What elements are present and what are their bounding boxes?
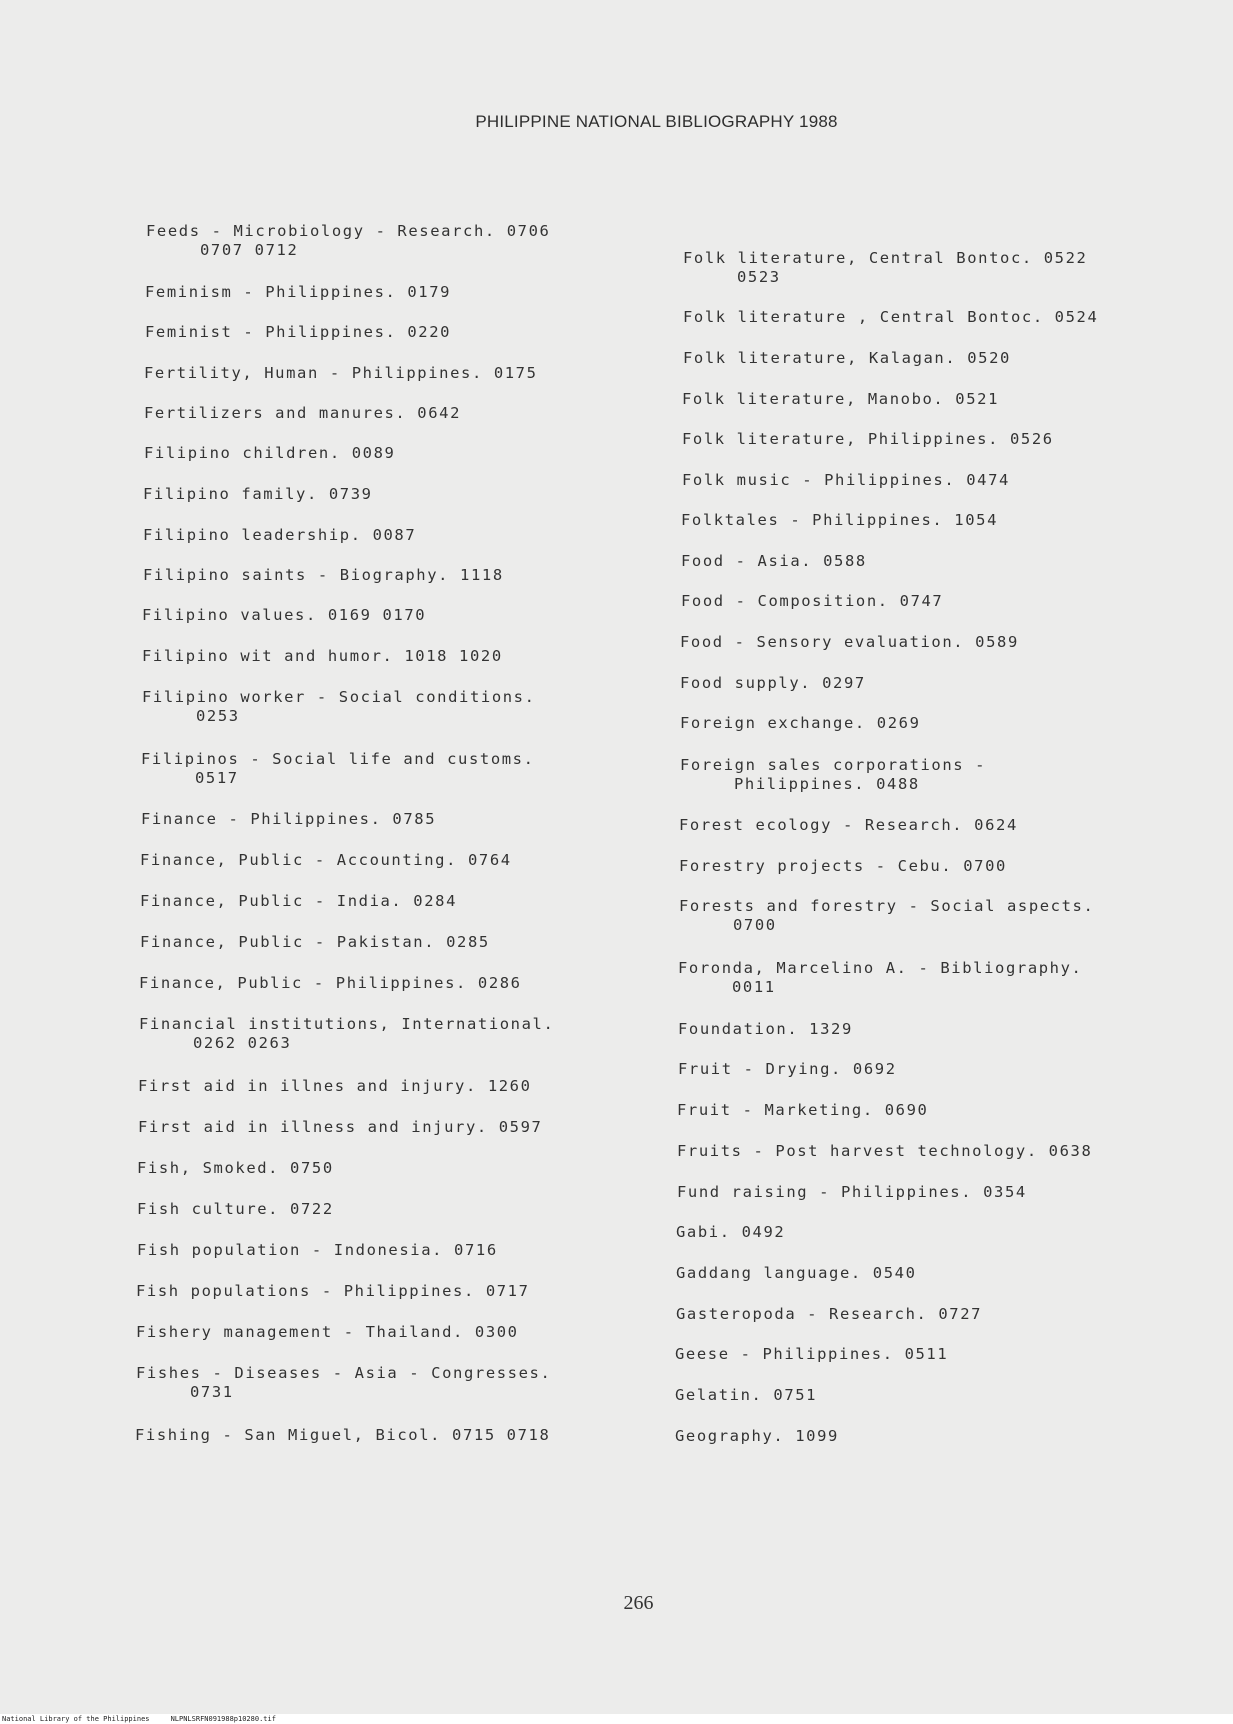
index-entry	[140, 892, 457, 911]
entry-heading: Forests and forestry - Social aspects.	[679, 897, 1095, 915]
entry-heading: Folk literature, Kalagan. 0520	[683, 349, 1011, 367]
entry-continuation: 0517	[195, 769, 239, 787]
index-entry	[683, 349, 1011, 368]
entry-heading: Fishes - Diseases - Asia - Congresses.	[136, 1364, 552, 1382]
entry-heading: Fertility, Human - Philippines. 0175	[144, 364, 538, 382]
entry-heading: Gaddang language. 0540	[676, 1264, 917, 1282]
index-entry	[675, 1427, 839, 1446]
entry-heading: Folk literature, Central Bontoc. 0522	[683, 249, 1088, 267]
index-entry	[142, 606, 426, 625]
entry-continuation: 0731	[190, 1383, 234, 1401]
entry-heading: Geography. 1099	[675, 1427, 839, 1445]
index-entry	[142, 688, 536, 726]
entry-heading: Feeds - Microbiology - Research. 0706	[146, 222, 551, 240]
index-entry	[138, 1118, 542, 1137]
index-entry	[138, 1077, 532, 1096]
scan-footer: National Library of the Philippines NLPNLSRFN091988p10280.tif	[0, 1714, 1233, 1724]
entry-heading: Folktales - Philippines. 1054	[681, 511, 999, 529]
index-entry	[680, 633, 1019, 652]
index-entry	[142, 647, 503, 666]
index-entry	[139, 1015, 554, 1053]
index-entry	[136, 1282, 530, 1301]
index-entry	[683, 249, 1087, 287]
entry-heading: Gasteropoda - Research. 0727	[676, 1305, 983, 1323]
entry-heading: Food supply. 0297	[680, 674, 866, 692]
entry-continuation: 0011	[732, 978, 776, 996]
index-entry	[679, 857, 1007, 876]
index-entry	[675, 1345, 948, 1364]
index-entry	[680, 756, 986, 794]
entry-heading: Finance, Public - India. 0284	[140, 892, 458, 910]
entry-continuation: 0707 0712	[200, 241, 299, 259]
index-entry	[141, 810, 436, 829]
entry-heading: Filipino worker - Social conditions.	[142, 688, 536, 706]
index-entry	[682, 390, 999, 409]
entry-heading: Finance, Public - Pakistan. 0285	[140, 933, 490, 951]
index-entry	[139, 974, 522, 993]
entry-continuation: 0523	[737, 268, 781, 286]
page-number: 266	[623, 1592, 654, 1614]
entry-heading: Foundation. 1329	[678, 1020, 853, 1038]
entry-heading: Filipino wit and humor. 1018 1020	[142, 647, 503, 665]
index-entry	[146, 222, 550, 260]
index-entry	[681, 511, 998, 530]
entry-continuation: 0253	[196, 707, 240, 725]
entry-heading: Filipino children. 0089	[144, 444, 396, 462]
entry-heading: Fruit - Marketing. 0690	[677, 1101, 929, 1119]
index-entry	[145, 283, 451, 302]
index-entry	[678, 959, 1082, 997]
index-entry	[678, 1020, 853, 1039]
index-entry	[676, 1223, 785, 1242]
entry-heading: Filipino leadership. 0087	[143, 526, 417, 544]
entry-heading: Feminist - Philippines. 0220	[145, 323, 452, 341]
index-entry	[143, 485, 373, 504]
entry-heading: Folk literature, Manobo. 0521	[682, 390, 1000, 408]
entry-heading: Fruit - Drying. 0692	[678, 1060, 897, 1078]
entry-heading: Food - Asia. 0588	[681, 552, 867, 570]
entry-heading: Foronda, Marcelino A. - Bibliography.	[678, 959, 1083, 977]
index-entry	[136, 1323, 519, 1342]
entry-heading: Folk literature, Philippines. 0526	[682, 430, 1054, 448]
entry-heading: Fertilizers and manures. 0642	[144, 404, 462, 422]
entry-heading: Fund raising - Philippines. 0354	[677, 1183, 1027, 1201]
entry-heading: First aid in illnes and injury. 1260	[138, 1077, 532, 1095]
index-entry	[681, 552, 867, 571]
index-entry	[677, 1142, 1092, 1161]
entry-heading: Fish culture. 0722	[137, 1200, 334, 1218]
index-entry	[144, 404, 461, 423]
entry-continuation: 0700	[733, 916, 777, 934]
index-entry	[143, 526, 416, 545]
entry-heading: Fishing - San Miguel, Bicol. 0715 0718	[135, 1426, 551, 1444]
index-entry	[680, 714, 921, 733]
index-entry	[679, 816, 1018, 835]
index-entry	[683, 308, 1098, 327]
index-entry	[677, 1101, 928, 1120]
index-entry	[137, 1159, 334, 1178]
entry-heading: Foreign sales corporations -	[680, 756, 987, 774]
index-entry	[141, 750, 535, 788]
index-entry	[140, 933, 490, 952]
entry-continuation: 0262 0263	[193, 1034, 292, 1052]
index-entry	[678, 1060, 897, 1079]
entry-heading: Fishery management - Thailand. 0300	[136, 1323, 519, 1341]
index-entry	[677, 1183, 1027, 1202]
entry-heading: Food - Sensory evaluation. 0589	[680, 633, 1019, 651]
index-entry	[145, 323, 451, 342]
index-entry	[136, 1364, 551, 1402]
entry-heading: Gelatin. 0751	[675, 1386, 818, 1404]
index-entry	[682, 430, 1054, 449]
entry-heading: Forest ecology - Research. 0624	[679, 816, 1018, 834]
index-entry	[144, 364, 538, 383]
entry-heading: Fish populations - Philippines. 0717	[136, 1282, 530, 1300]
entry-heading: Geese - Philippines. 0511	[675, 1345, 949, 1363]
entry-heading: Folk music - Philippines. 0474	[682, 471, 1010, 489]
index-entry	[676, 1264, 917, 1283]
entry-heading: Forestry projects - Cebu. 0700	[679, 857, 1007, 875]
entry-heading: Food - Composition. 0747	[681, 592, 944, 610]
entry-heading: Filipino values. 0169 0170	[142, 606, 427, 624]
entry-heading: Folk literature , Central Bontoc. 0524	[683, 308, 1099, 326]
entry-heading: Finance, Public - Philippines. 0286	[139, 974, 522, 992]
entry-heading: Foreign exchange. 0269	[680, 714, 921, 732]
index-entry	[144, 444, 395, 463]
entry-heading: First aid in illness and injury. 0597	[138, 1118, 543, 1136]
entry-heading: Filipino family. 0739	[143, 485, 373, 503]
entry-heading: Gabi. 0492	[676, 1223, 786, 1241]
index-entry	[143, 566, 504, 585]
index-entry	[135, 1426, 550, 1445]
index-entry	[682, 471, 1010, 490]
index-entry	[679, 897, 1094, 935]
index-entry	[675, 1386, 817, 1405]
index-entry	[680, 674, 866, 693]
entry-heading: Feminism - Philippines. 0179	[145, 283, 452, 301]
entry-heading: Fish population - Indonesia. 0716	[137, 1241, 498, 1259]
entry-heading: Fruits - Post harvest technology. 0638	[677, 1142, 1093, 1160]
index-entry	[137, 1241, 498, 1260]
entry-heading: Finance, Public - Accounting. 0764	[140, 851, 512, 869]
entry-heading: Fish, Smoked. 0750	[137, 1159, 334, 1177]
index-entry	[137, 1200, 334, 1219]
entry-heading: Filipinos - Social life and customs.	[141, 750, 535, 768]
index-entry	[140, 851, 512, 870]
index-entry	[681, 592, 943, 611]
entry-heading: Filipino saints - Biography. 1118	[143, 566, 504, 584]
entry-continuation: Philippines. 0488	[734, 775, 920, 793]
page-header-title: PHILIPPINE NATIONAL BIBLIOGRAPHY 1988	[475, 112, 838, 131]
entry-heading: Financial institutions, International.	[139, 1015, 555, 1033]
entry-heading: Finance - Philippines. 0785	[141, 810, 437, 828]
index-entry	[676, 1305, 982, 1324]
